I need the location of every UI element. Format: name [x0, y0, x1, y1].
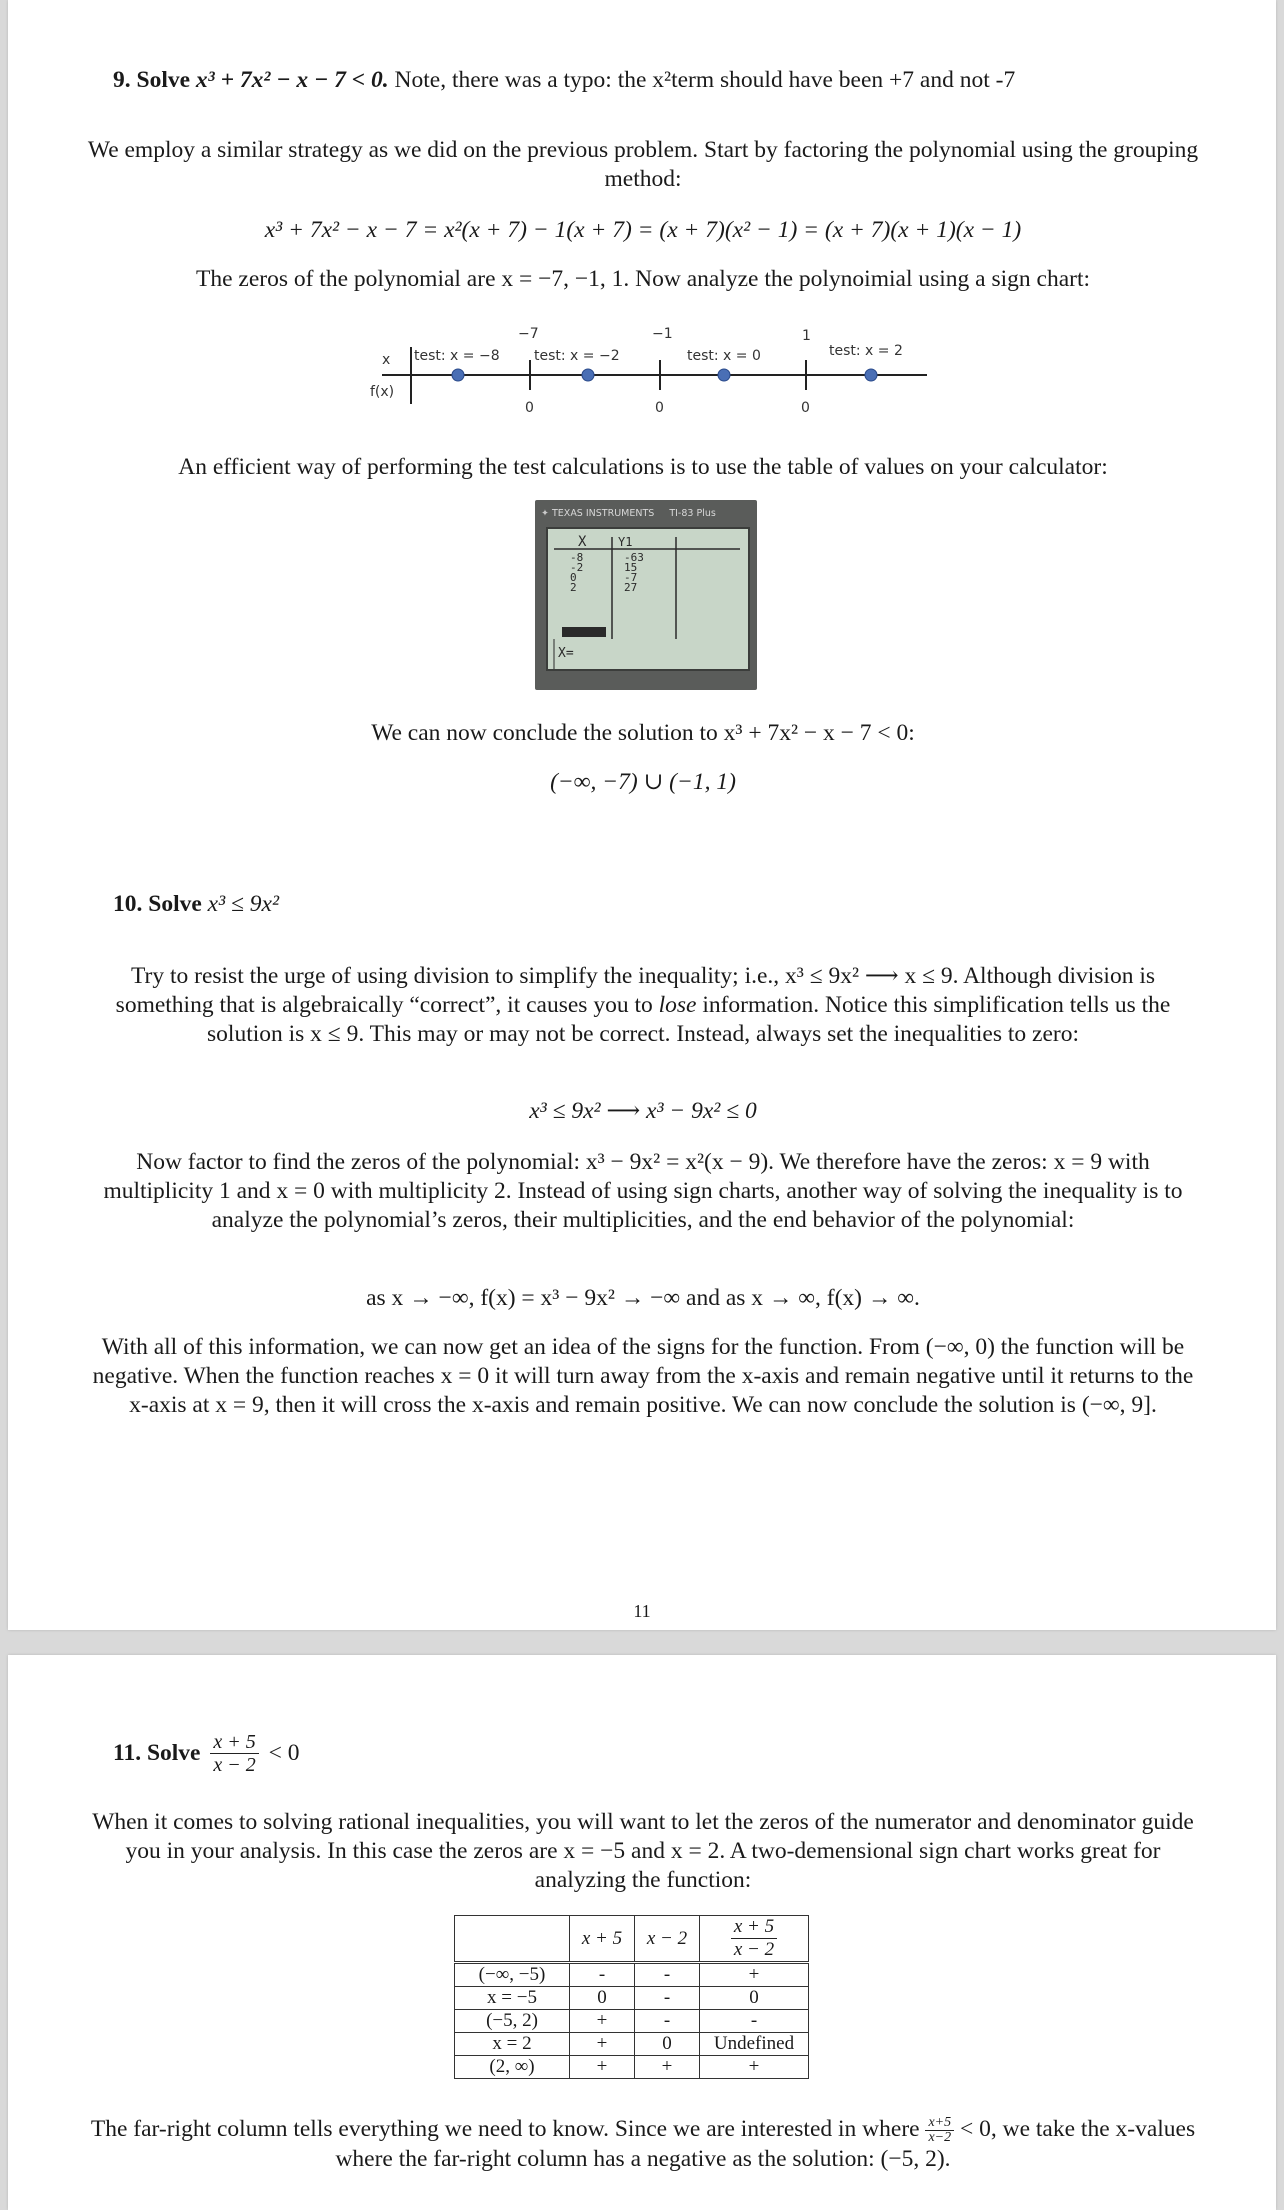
sign-chart-x-label: x: [382, 352, 391, 368]
test-label: test: x = 0: [687, 348, 761, 364]
problem-9-intro: We employ a similar strategy as we did on the previous problem. Start by factoring the polynomial using the grouping method:: [87, 137, 1199, 192]
page-1: [8, 0, 1276, 1630]
test-label: test: x = −8: [414, 348, 500, 364]
table-cell: 0: [570, 1987, 635, 2010]
table-row: [455, 2033, 809, 2056]
table-cell: -: [635, 1963, 700, 1987]
inline-fraction: $\frac{x+5}{x-2}$: [925, 2116, 954, 2145]
calculator-model: TI-83 Plus: [669, 508, 716, 519]
table-cell: Undefined: [700, 2033, 809, 2056]
calculator-screen: [546, 527, 750, 671]
problem-11-paragraph-1: When it comes to solving rational inequalities, you will want to let the zeros of the numerator and denominator guide you in your analysis. In this case the zeros are x = −5 and x = 2. A two-demensional sign chart works great for analyzing the function:: [92, 1809, 1194, 1893]
problem-11-relation: < 0: [268, 1740, 300, 1766]
calc-col-x: X: [578, 534, 587, 550]
problem-9-factoring: [78, 216, 1208, 245]
calc-x-value: -2: [570, 561, 584, 574]
zero-value: 0: [525, 400, 534, 416]
table-cell: 0: [635, 2033, 700, 2056]
calc-col-y: Y1: [618, 535, 633, 549]
calc-x-value: -8: [570, 551, 584, 564]
table-cell: +: [570, 2033, 635, 2056]
para1-text-b: information. Notice this simplification tells us the solution is x ≤ 9. This may or may not be correct. Instead, always set the inequalities to zero:: [207, 992, 1171, 1047]
calculator-intro: An efficient way of performing the test calculations is to use the table of values on your calculator:: [178, 454, 1108, 480]
table-cell: -: [700, 2010, 809, 2033]
table-cell: (2, ∞): [455, 2056, 570, 2079]
table-cell: -: [635, 1987, 700, 2010]
table-cell: +: [570, 2056, 635, 2079]
page-number: 11: [633, 1601, 651, 1621]
page-2: [8, 1655, 1276, 2210]
table-header-cell: x − 2: [635, 1916, 700, 1963]
table-header-fraction: $\frac{x + 5}{x - 2}$: [700, 1916, 809, 1963]
ti-logo-icon: ✦: [541, 508, 549, 519]
problem-10-heading: [113, 890, 1263, 919]
table-header-cell: [455, 1916, 570, 1963]
problem-9-solution: [78, 768, 1208, 797]
solution-interval: (−∞, −7) ∪ (−1, 1): [550, 769, 736, 795]
table-cell: +: [700, 1963, 809, 1987]
table-cell: x = 2: [455, 2033, 570, 2056]
table-row: [455, 1963, 809, 1987]
problem-11-fraction: [210, 1731, 258, 1776]
test-point-dot: [865, 369, 877, 381]
calculator-header: [541, 506, 751, 522]
para1-text-a: Try to resist the urge of using division to simplify the inequality; i.e., x³ ≤ 9x² ⟶ x ≤ 9. Although division is something that is algebraically “correct”, it causes you to: [115, 963, 1156, 1018]
problem-9-label: 9. Solve: [113, 67, 191, 93]
calc-x-value: 0: [570, 571, 577, 584]
table-cell: x = −5: [455, 1987, 570, 2010]
test-label: test: x = −2: [534, 348, 620, 364]
table-cell: -: [635, 2010, 700, 2033]
problem-11-heading: [113, 1731, 713, 1776]
sign-table: [454, 1915, 809, 2079]
table-row: [455, 1987, 809, 2010]
test-point-dot: [582, 369, 594, 381]
sign-chart-fx-label: f(x): [370, 384, 395, 400]
table-cell: +: [700, 2056, 809, 2079]
zero-label: 1: [802, 328, 811, 344]
para1-emphasis: lose: [658, 992, 697, 1018]
para2-text-a: The far-right column tells everything we need to know. Since we are interested in where: [90, 2116, 926, 2142]
para2-text-b: < 0, we take the x-values where the far-right column has a negative as the solution: (−5, 2).: [335, 2116, 1196, 2173]
zero-label: −7: [518, 326, 539, 342]
table-cell: 0: [700, 1987, 809, 2010]
fraction-denominator: x − 2: [213, 1754, 256, 1776]
calc-y-value: -7: [624, 571, 638, 584]
zero-value: 0: [655, 400, 664, 416]
table-cell: +: [635, 2056, 700, 2079]
calculator-brand: TEXAS INSTRUMENTS: [552, 508, 655, 519]
problem-9-note: Note, there was a typo: the x²term should have been +7 and not -7: [388, 67, 1016, 93]
table-header-cell: x + 5: [570, 1916, 635, 1963]
table-row: [455, 2056, 809, 2079]
test-point-dot: [718, 369, 730, 381]
problem-10-paragraph-1: [103, 962, 1183, 1049]
calc-y-value: 27: [624, 581, 638, 594]
table-cell: -: [570, 1963, 635, 1987]
test-label: test: x = 2: [829, 343, 903, 359]
problem-10-label: 10. Solve: [113, 891, 202, 917]
fraction-numerator: x + 5: [210, 1731, 258, 1754]
table-row: [455, 2010, 809, 2033]
calc-x-value: 2: [570, 581, 577, 594]
calc-y-value: -63: [624, 551, 644, 564]
problem-10-equation: [78, 1097, 1208, 1126]
zero-label: −1: [652, 326, 673, 342]
end-behavior: as x → −∞, f(x) = x³ − 9x² → −∞ and as x → ∞, f(x) → ∞.: [366, 1285, 920, 1311]
problem-9-expression: x³ + 7x² − x − 7 < 0.: [195, 67, 389, 93]
problem-11-label: 11. Solve: [113, 1740, 201, 1766]
table-cell: (−∞, −5): [455, 1963, 570, 1987]
test-point-dot: [452, 369, 464, 381]
table-cell: +: [570, 2010, 635, 2033]
problem-9-conclude: We can now conclude the solution to x³ + 7x² − x − 7 < 0:: [371, 720, 915, 746]
problem-10-paragraph-3: With all of this information, we can now get an idea of the signs for the function. From (−∞, 0) the function will be negative. When the function reaches x = 0 it will turn away from the x-axis and remain negative until it returns to the x-axis at x = 9, then it will cross the x-axis and remain positive. We can now conclude the solution is (−∞, 9].: [92, 1334, 1194, 1418]
inequality-equation: x³ ≤ 9x² ⟶ x³ − 9x² ≤ 0: [529, 1098, 757, 1124]
problem-9-heading: [113, 66, 1263, 95]
zero-value: 0: [801, 400, 810, 416]
calculator-image: [535, 500, 757, 690]
calc-y-value: 15: [624, 561, 638, 574]
problem-10-expression: x³ ≤ 9x²: [207, 891, 280, 917]
table-cell: (−5, 2): [455, 2010, 570, 2033]
problem-10-paragraph-2: Now factor to find the zeros of the polynomial: x³ − 9x² = x²(x − 9). We therefore have the zeros: x = 9 with multiplicity 1 and x = 0 with multiplicity 2. Instead of using sign charts, another way of solving the inequality is to analyze the polynomial’s zeros, their multiplicities, and the end behavior of the polynomial:: [103, 1149, 1183, 1233]
factoring-equation: x³ + 7x² − x − 7 = x²(x + 7) − 1(x + 7) = (x + 7)(x² − 1) = (x + 7)(x + 1)(x − 1): [264, 217, 1022, 243]
sign-chart: [362, 322, 942, 422]
problem-11-paragraph-2: [83, 2115, 1203, 2174]
problem-9-zeros: The zeros of the polynomial are x = −7, −1, 1. Now analyze the polynoimial using a sign chart:: [195, 266, 1091, 292]
calc-prompt: X=: [558, 646, 574, 661]
table-header-row: [455, 1916, 809, 1963]
